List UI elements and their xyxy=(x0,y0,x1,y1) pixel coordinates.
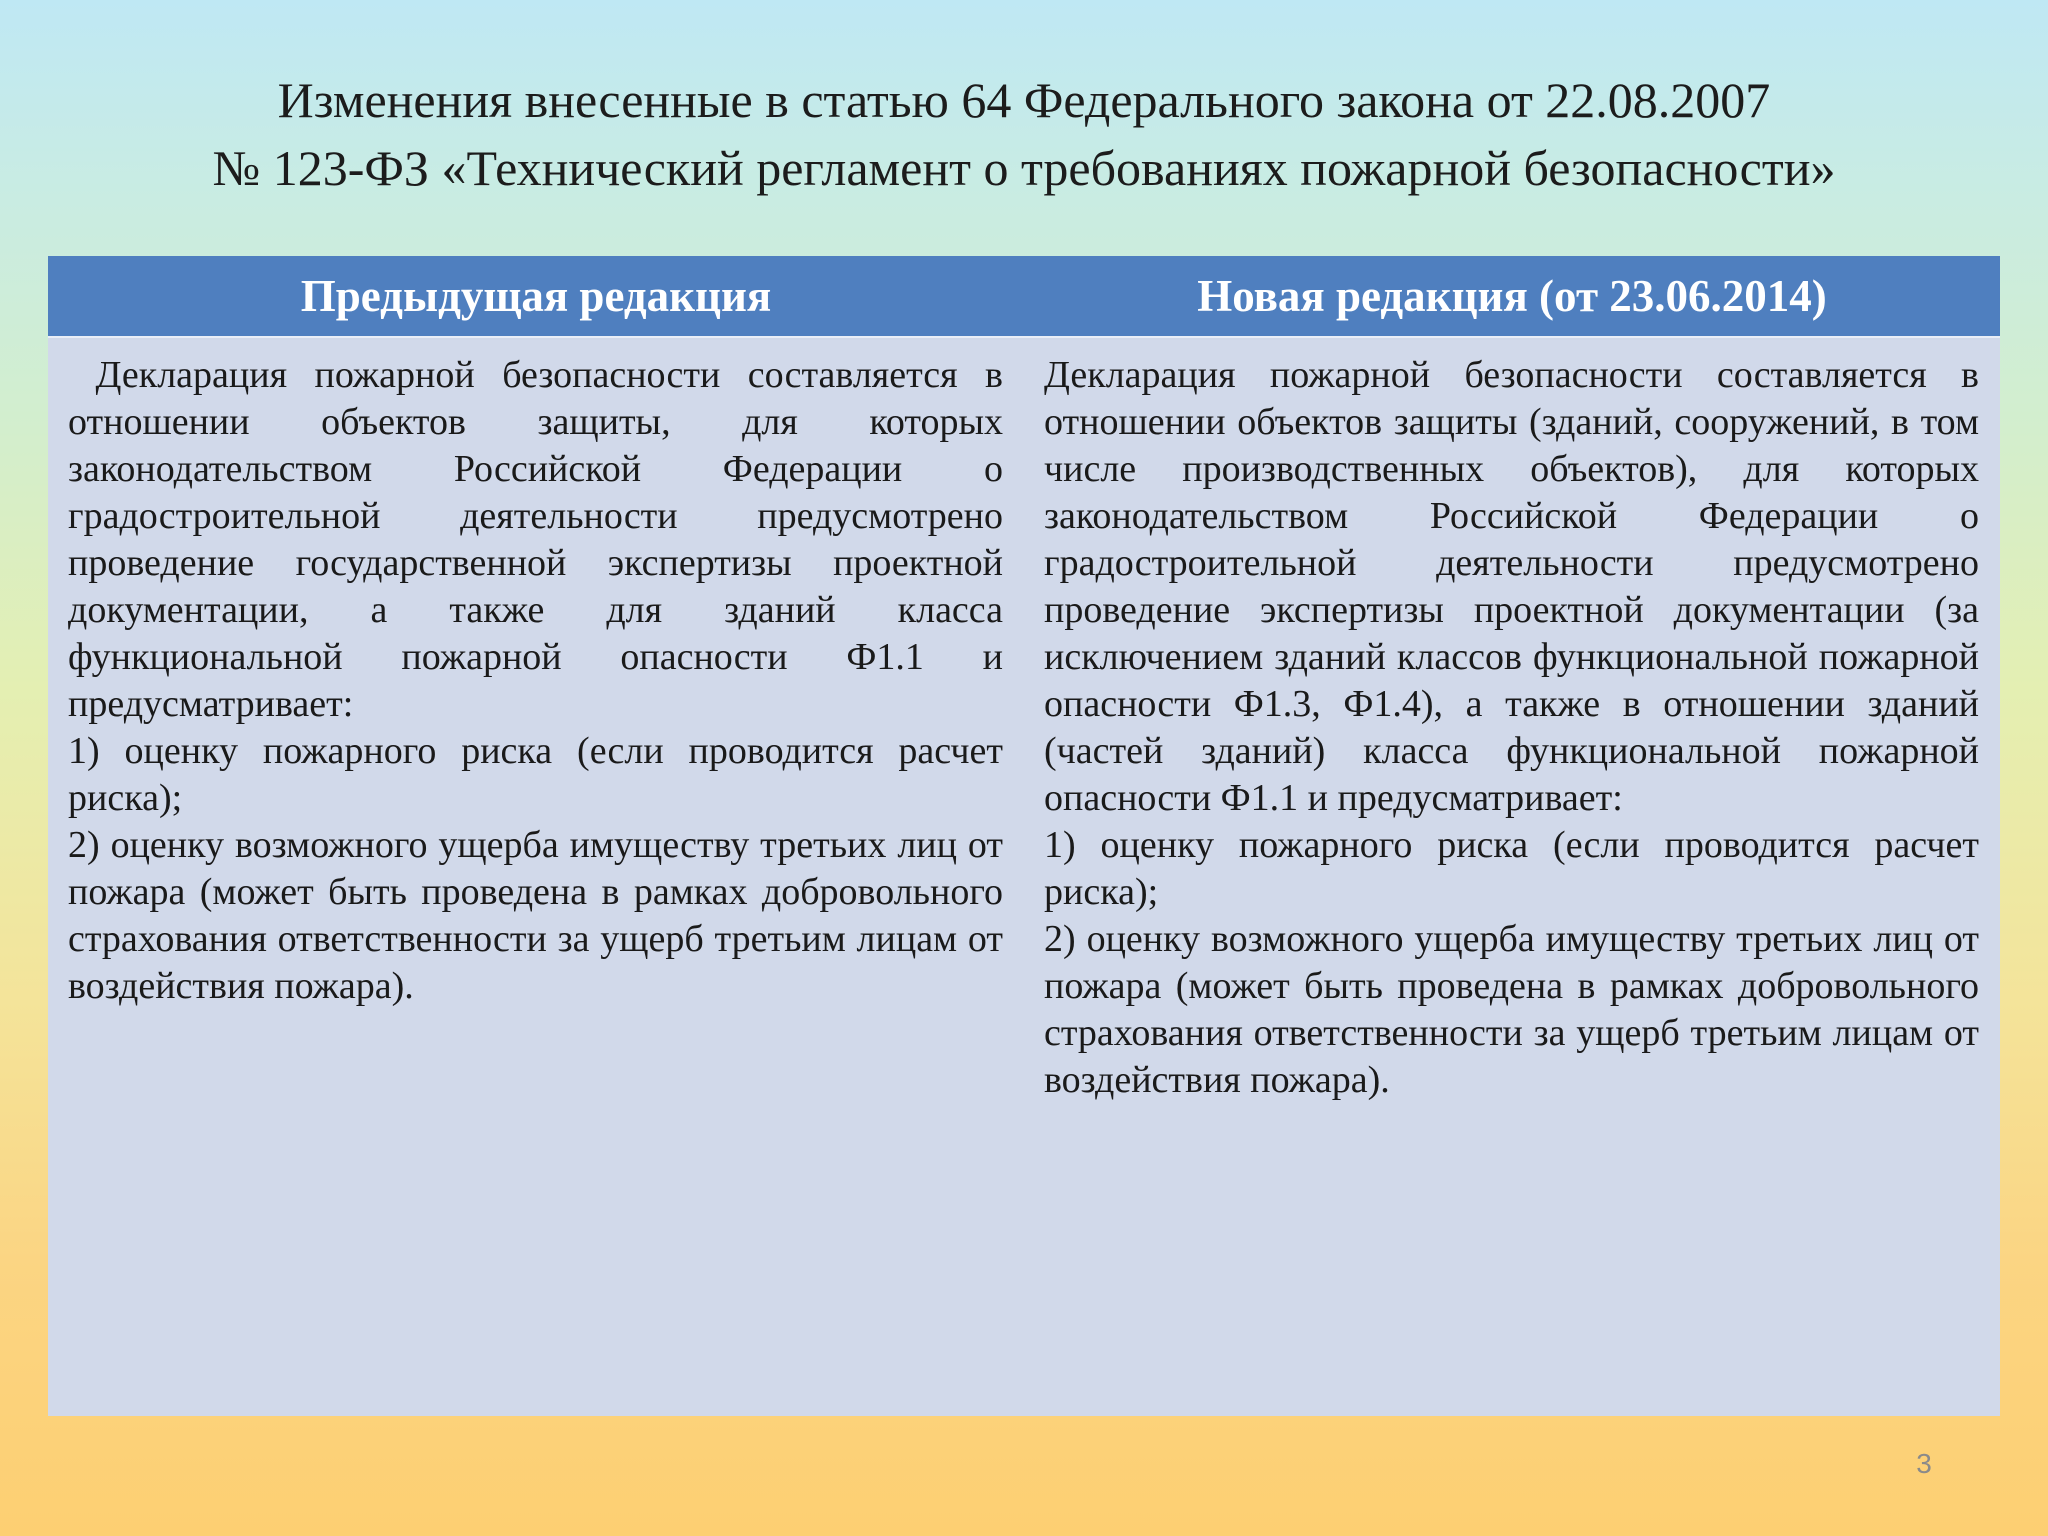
new-item-2: 2) оценку возможного ущерба имуществу третьих лиц от пожара (может быть проведена в рамках добровольного страхования ответственности за ущерб третьим лицам от воздействия пожара). xyxy=(1044,918,1979,1101)
new-intro-text: Декларация пожарной безопасности составляется в отношении объектов защиты (зданий, сооружений, в том числе производственных объектов), для которых законодательством Российской Федерации о градостроительной деятельности предусмотрено проведение экспертизы проектной документации (за исключением зданий классов функциональной пожарной опасности Ф1.3, Ф1.4), а также в отношении зданий (частей зданий) класса функциональной пожарной опасности Ф1.1 и предусматривает: xyxy=(1044,354,1979,819)
slide-title-line-2: № 123-ФЗ «Технический регламент о требованиях пожарной безопасности» xyxy=(212,140,1836,196)
page-number: 3 xyxy=(1916,1448,1932,1479)
table-header-row xyxy=(48,256,2000,338)
slide-title-line-1: Изменения внесенные в статью 64 Федерального закона от 22.08.2007 xyxy=(277,72,1771,128)
previous-item-2: 2) оценку возможного ущерба имуществу третьих лиц от пожара (может быть проведена в рамках добровольного страхования ответственности за ущерб третьим лицам от воздействия пожара). xyxy=(68,824,1003,1007)
comparison-table xyxy=(48,256,2000,1416)
previous-intro-text: Декларация пожарной безопасности составляется в отношении объектов защиты, для которых законодательством Российской Федерации о градостроительной деятельности предусмотрено проведение государственной экспертизы проектной документации, а также для зданий класса функциональной пожарной опасности Ф1.1 и предусматривает: xyxy=(68,354,1003,725)
previous-edition-cell xyxy=(68,352,1003,1010)
header-new-edition: Новая редакция (от 23.06.2014) xyxy=(1197,271,1827,321)
slide-title xyxy=(0,66,2048,202)
previous-item-1: 1) оценку пожарного риска (если проводится расчет риска); xyxy=(68,730,1003,819)
new-edition-cell xyxy=(1044,352,1979,1104)
new-item-1: 1) оценку пожарного риска (если проводится расчет риска); xyxy=(1044,824,1979,913)
header-previous-edition: Предыдущая редакция xyxy=(300,271,772,321)
